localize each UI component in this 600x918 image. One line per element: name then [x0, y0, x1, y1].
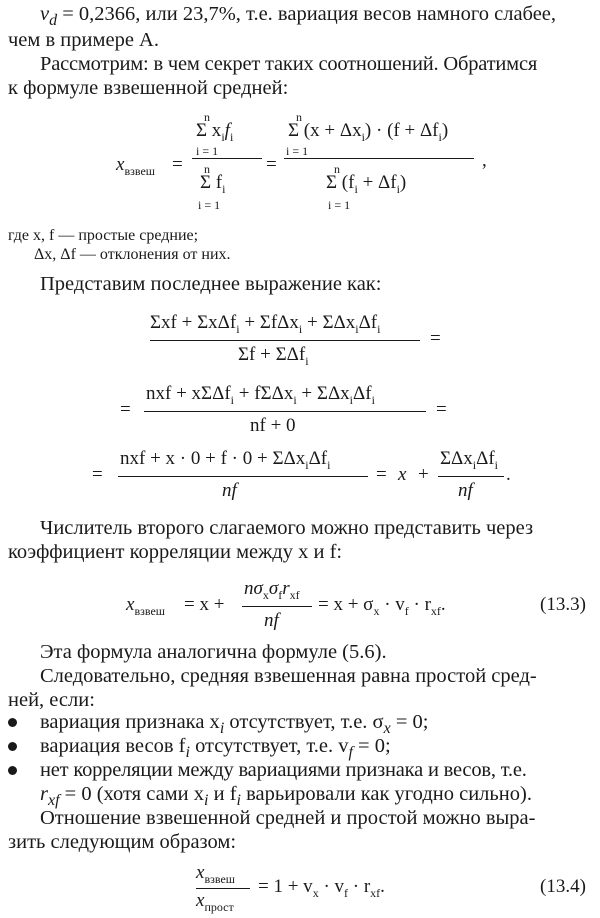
bullet-dot	[8, 718, 17, 727]
bullet-2: вариация весов $f_i$ отсутствует, т.е. $v_f = 0$;	[40, 735, 391, 762]
where-line-1: где x, f — простые средние;	[8, 227, 199, 244]
text-line-3: Рассмотрим: в чем секрет таких соотношений. Обратимся	[40, 53, 538, 75]
formula-weighted-mean: $x_{взвеш}$ = n Σ $x_if_i$ i = 1 n Σ $f_i$ i = 1 = n Σ $(x + \Delta x_i) \cdot (f + \Delta f_i)$ i = 1 n Σ $(f_i + \Delta f_i)$ i = 1 ,	[116, 110, 487, 212]
text-line-4: к формуле взвешенной средней:	[8, 77, 289, 99]
bullet-dot	[8, 742, 17, 751]
text-consequently-2: ней, если:	[8, 689, 95, 711]
bullet-3-line-1: нет корреляции между вариациями признака и весов, т.е.	[40, 759, 527, 781]
bullet-3-line-2: $r_{xf} = 0$ (хотя сами $x_i$ и $f_i$ варьировали как угодно сильно).	[40, 783, 532, 810]
formula-expansion-3: = nxf + $x \cdot 0 + f \cdot 0 + \Sigma\Delta x_i\Delta f_i$ nf = x + $\Sigma\Delta x_i\Delta f_i$ nf .	[92, 448, 511, 501]
text-numerator-2: коэффициент корреляции между x и f:	[8, 541, 343, 563]
text-numerator-1: Числитель второго слагаемого можно представить через	[40, 517, 534, 539]
text-line-2: чем в примере А.	[8, 29, 159, 51]
text-present: Представим последнее выражение как:	[40, 273, 382, 295]
bullet-dot	[8, 766, 17, 775]
text-line-vd: $v_d = 0,2366$, или 23,7%, т.е. вариация весов намного слабее,	[40, 3, 557, 30]
where-line-2: Δx, Δf — отклонения от них.	[34, 246, 231, 263]
bullet-1: вариация признака $x_i$ отсутствует, т.е. $\sigma_x = 0$;	[40, 711, 429, 738]
formula-13-4: $x_{взвеш}$ $x_{прост}$ = $1 + v_x \cdot v_f \cdot r_{xf}$. (13.4)	[196, 862, 586, 914]
text-analog: Эта формула аналогична формуле (5.6).	[40, 641, 387, 663]
text-consequently-1: Следовательно, средняя взвешенная равна простой сред-	[40, 665, 537, 687]
text-ratio-1: Отношение взвешенной средней и простой можно выра-	[40, 807, 536, 829]
formula-13-3: $x_{взвеш}$ = x + $n\sigma_x\sigma_fr_{xf}$ nf = $x + \sigma_x \cdot v_f \cdot r_{xf}$. (13.3)	[126, 578, 586, 631]
formula-expansion-2: = nxf + $x\Sigma\Delta f_i + f\Sigma\Delta x_i + \Sigma\Delta x_i\Delta f_i$ nf + 0 =	[120, 383, 447, 436]
formula-expansion-1: $\Sigma xf + \Sigma x\Delta f_i + \Sigma f\Delta x_i + \Sigma\Delta x_i\Delta f_i$ Σf + ΣΔf$_i$ =	[150, 312, 441, 368]
text-ratio-2: зить следующим образом:	[8, 831, 237, 853]
